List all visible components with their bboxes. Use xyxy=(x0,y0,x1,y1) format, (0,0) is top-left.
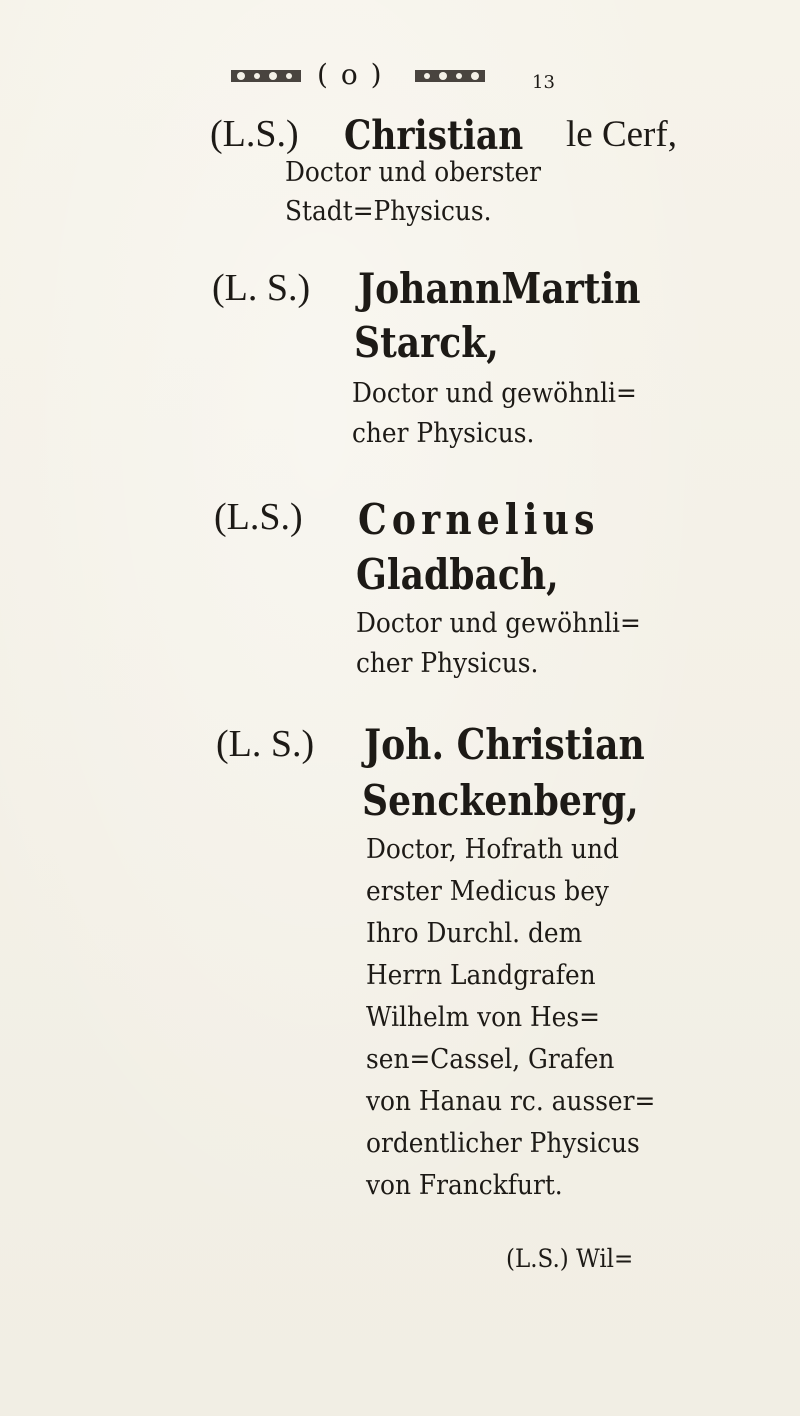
title-line: Doctor und gewöhnli= xyxy=(356,608,641,639)
title-line: Doctor und gewöhnli= xyxy=(352,378,637,409)
page-header xyxy=(225,60,575,100)
title-line: cher Physicus. xyxy=(356,648,539,679)
title-line: Herrn Landgrafen xyxy=(366,960,596,991)
signatory-name-second-line: Gladbach, xyxy=(356,550,559,599)
title-line: von Franckfurt. xyxy=(366,1170,563,1201)
page-number: 13 xyxy=(532,72,555,93)
title-line: Ihro Durchl. dem xyxy=(366,918,583,949)
signatory-name: Christian xyxy=(344,112,524,159)
seal-mark: (L.S.) xyxy=(210,113,299,155)
signatory-name-latin: le Cerf, xyxy=(566,114,677,155)
signatory-name: Cornelius xyxy=(358,495,600,544)
seal-mark: (L.S.) xyxy=(214,496,303,538)
title-line: Doctor und oberster xyxy=(285,157,542,188)
signatory-name-second-line: Senckenberg, xyxy=(362,776,639,825)
title-line: Doctor, Hofrath und xyxy=(366,834,619,865)
signatory-name: JohannMartin xyxy=(358,264,641,313)
signatory-name: Joh. Christian xyxy=(364,720,645,769)
title-line: Wilhelm von Hes= xyxy=(366,1002,600,1033)
title-line: erster Medicus bey xyxy=(366,876,609,907)
title-line: cher Physicus. xyxy=(352,418,535,449)
title-line: ordentlicher Physicus xyxy=(366,1128,640,1159)
seal-mark: (L. S.) xyxy=(212,267,311,309)
title-line: sen=Cassel, Grafen xyxy=(366,1044,615,1075)
catchword: (L.S.) Wil= xyxy=(506,1244,634,1273)
title-line: Stadt=Physicus. xyxy=(285,196,492,227)
folio-mark: ( o ) xyxy=(317,58,384,91)
signatory-name-second-line: Starck, xyxy=(354,318,499,367)
seal-mark: (L. S.) xyxy=(216,723,315,765)
printer-ornament-right xyxy=(415,66,487,86)
printer-ornament-left xyxy=(231,66,303,86)
title-line: von Hanau rc. ausser= xyxy=(366,1086,656,1117)
